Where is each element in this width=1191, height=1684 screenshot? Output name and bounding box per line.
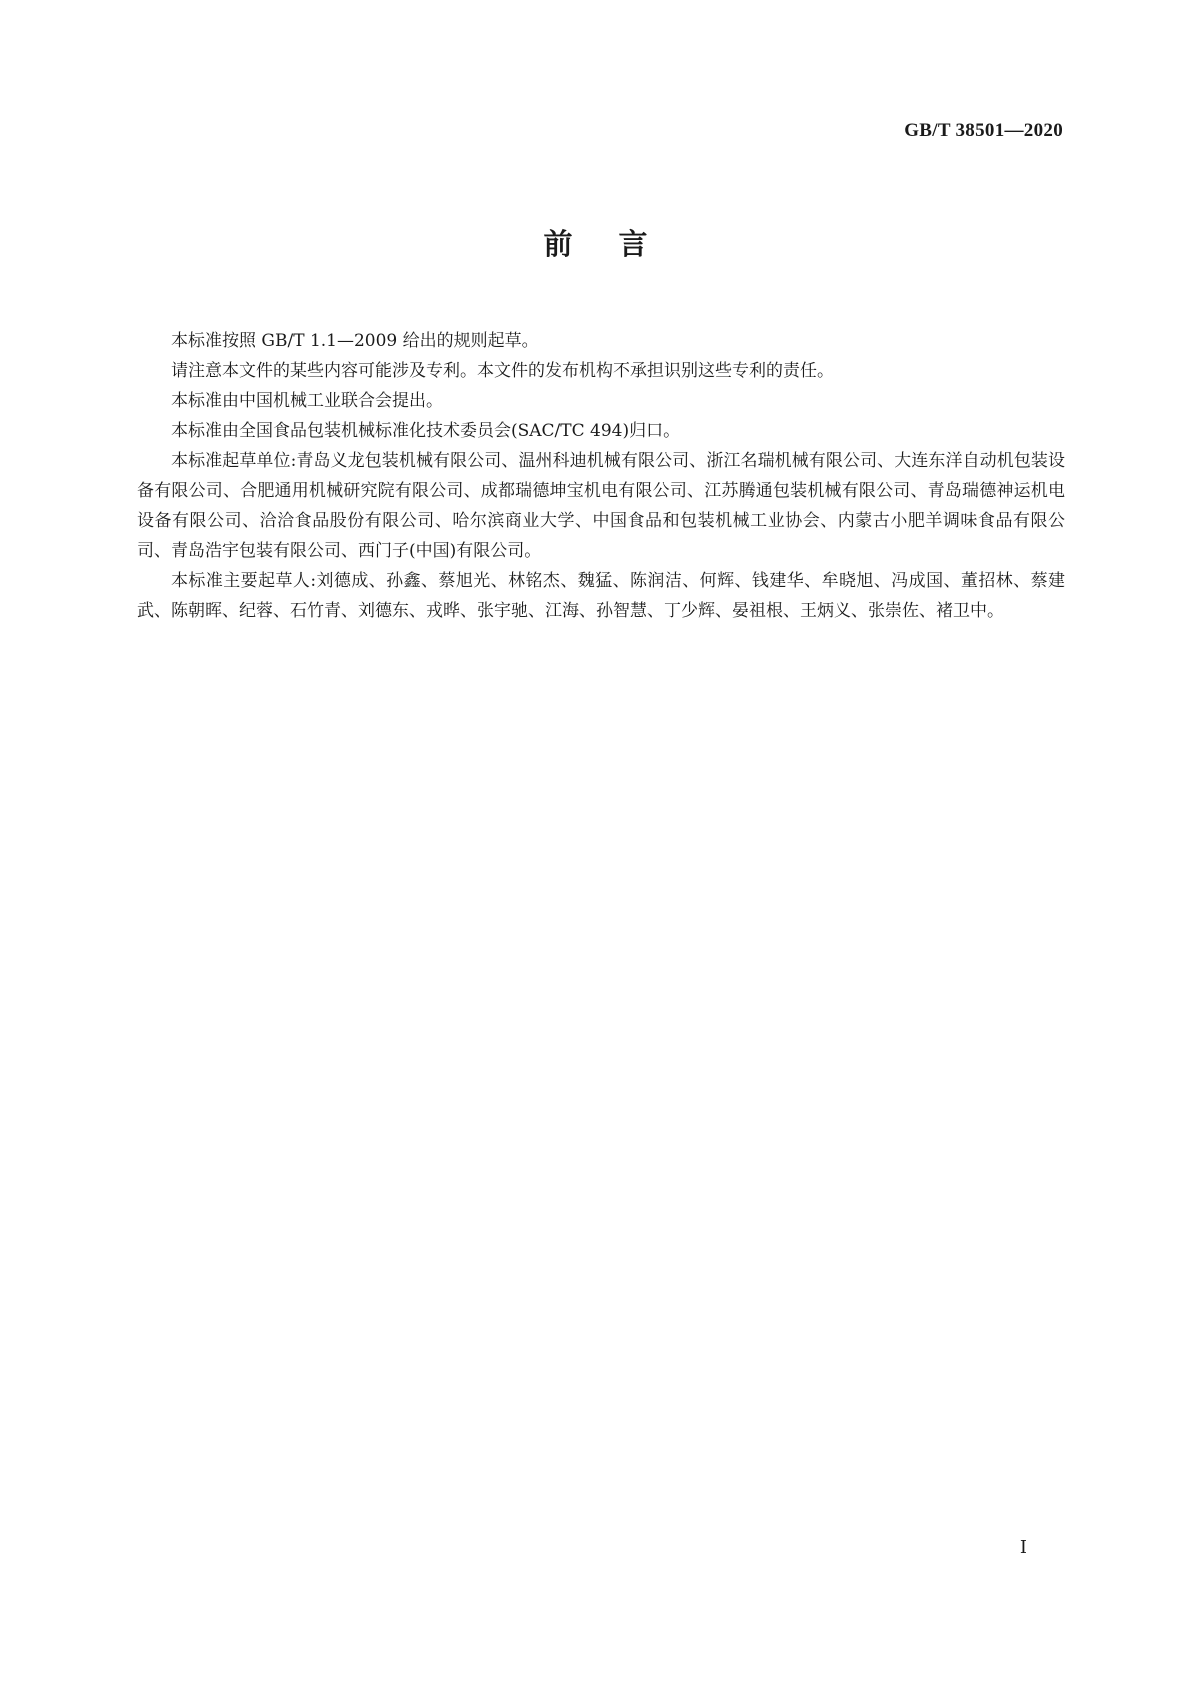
page-number: I — [1019, 1537, 1027, 1558]
paragraph-drafters: 本标准主要起草人:刘德成、孙鑫、蔡旭光、林铭杰、魏猛、陈润洁、何辉、钱建华、牟晓旭、冯成国、董招林、蔡建武、陈朝晖、纪蓉、石竹青、刘德东、戎晔、张宇驰、江海、孙智慧、丁少辉、晏祖根、王炳义、张崇佐、褚卫中。 — [137, 571, 1065, 621]
paragraph-patent-notice: 请注意本文件的某些内容可能涉及专利。本文件的发布机构不承担识别这些专利的责任。 — [171, 361, 834, 381]
paragraph-managed-by: 本标准由全国食品包装机械标准化技术委员会(SAC/TC 494)归口。 — [171, 421, 681, 441]
document-number: GB/T 38501—2020 — [904, 120, 1063, 141]
page-title: 前言 — [543, 227, 694, 261]
paragraph-drafting-rules: 本标准按照 GB/T 1.1—2009 给出的规则起草。 — [171, 331, 539, 351]
paragraph-proposed-by: 本标准由中国机械工业联合会提出。 — [171, 391, 443, 411]
paragraph-drafting-units: 本标准起草单位:青岛义龙包装机械有限公司、温州科迪机械有限公司、浙江名瑞机械有限公司、大连东洋自动机包装设备有限公司、合肥通用机械研究院有限公司、成都瑞德坤宝机电有限公司、江苏腾通包装机械有限公司、青岛瑞德神运机电设备有限公司、洽洽食品股份有限公司、哈尔滨商业大学、中国食品和包装机械工业协会、内蒙古小肥羊调味食品有限公司、青岛浩宇包装有限公司、西门子(中国)有限公司。 — [137, 451, 1065, 561]
foreword-body — [137, 326, 1065, 626]
